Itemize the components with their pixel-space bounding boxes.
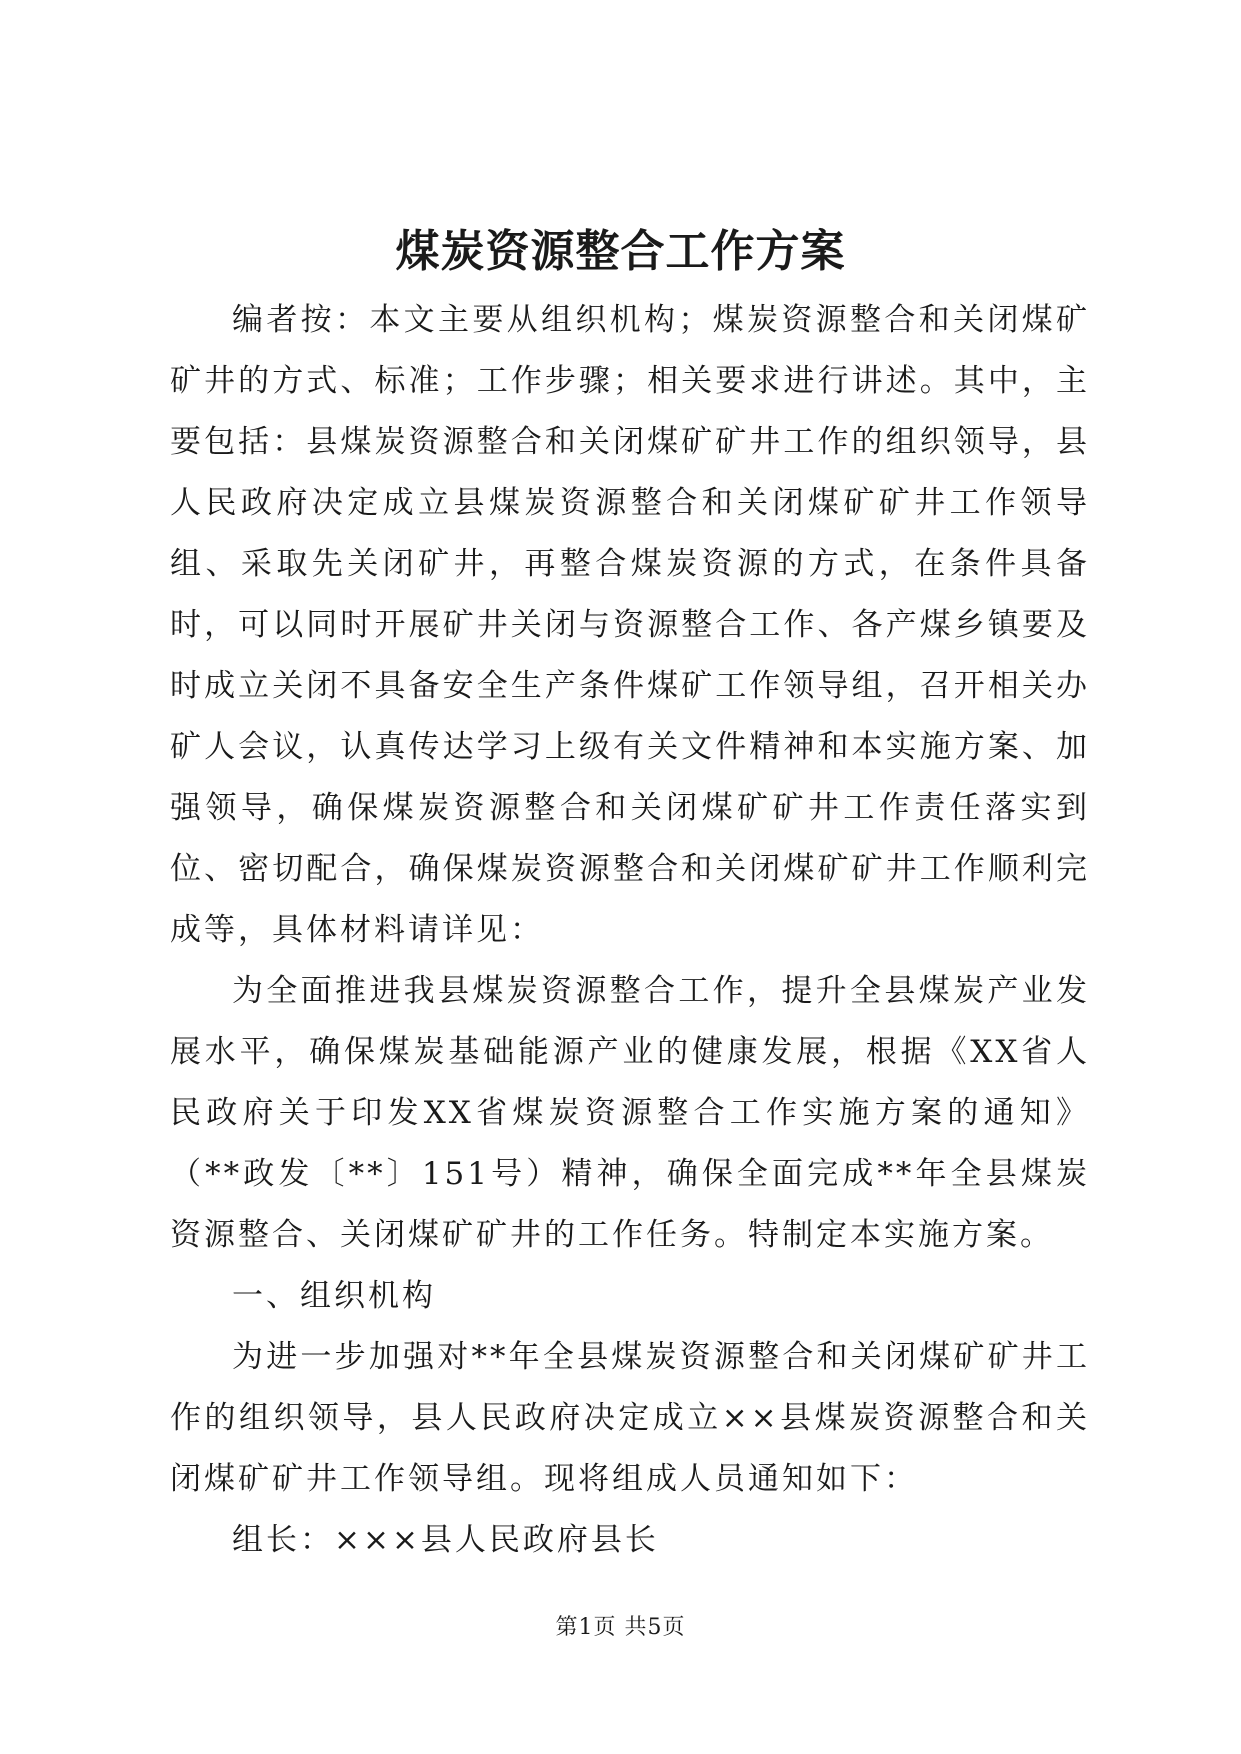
document-title: 煤炭资源整合工作方案 <box>395 226 846 277</box>
section-paragraph: 为进一步加强对**年全县煤炭资源整合和关闭煤矿矿井工作的组织领导，县人民政府决定成立××县煤炭资源整合和关闭煤矿矿井工作领导组。现将组成人员通知如下： <box>170 1339 1090 1497</box>
document-body <box>170 290 1090 1571</box>
page-footer: 第1页 共5页 <box>555 1615 686 1640</box>
leader-line: 组长：×××县人民政府县长 <box>232 1522 659 1558</box>
section-heading: 一、组织机构 <box>232 1278 436 1314</box>
editor-note-paragraph: 编者按：本文主要从组织机构；煤炭资源整合和关闭煤矿矿井的方式、标准；工作步骤；相关要求进行讲述。其中，主要包括：县煤炭资源整合和关闭煤矿矿井工作的组织领导，县人民政府决定成立县煤炭资源整合和关闭煤矿矿井工作领导组、采取先关闭矿井，再整合煤炭资源的方式，在条件具备时，可以同时开展矿井关闭与资源整合工作、各产煤乡镇要及时成立关闭不具备安全生产条件煤矿工作领导组，召开相关办矿人会议，认真传达学习上级有关文件精神和本实施方案、加强领导，确保煤炭资源整合和关闭煤矿矿井工作责任落实到位、密切配合，确保煤炭资源整合和关闭煤矿矿井工作顺利完成等，具体材料请详见： <box>170 302 1090 948</box>
intro-paragraph: 为全面推进我县煤炭资源整合工作，提升全县煤炭产业发展水平，确保煤炭基础能源产业的健康发展，根据《XX省人民政府关于印发XX省煤炭资源整合工作实施方案的通知》（**政发〔**〕151号）精神，确保全面完成**年全县煤炭资源整合、关闭煤矿矿井的工作任务。特制定本实施方案。 <box>170 973 1090 1253</box>
